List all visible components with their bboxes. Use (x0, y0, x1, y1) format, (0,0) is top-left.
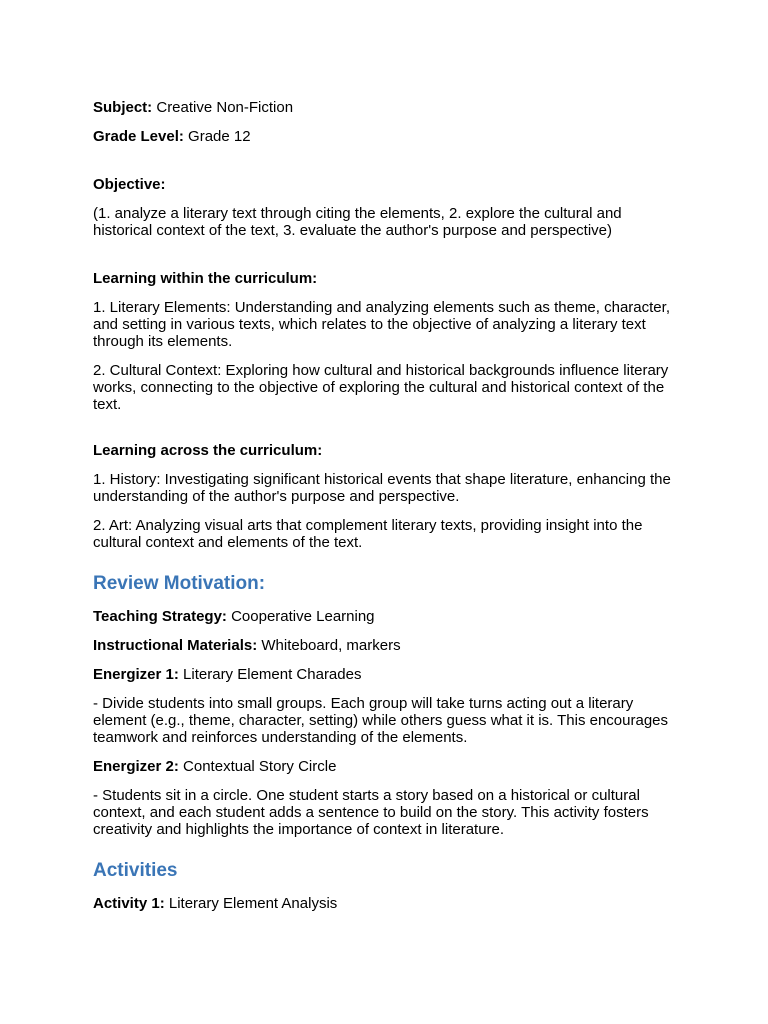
activity1-label: Activity 1: (93, 895, 165, 912)
materials-label: Instructional Materials: (93, 637, 258, 654)
within-item-2: 2. Cultural Context: Exploring how cultural and historical backgrounds influence literary works, connecting to the objective of exploring the cultural and historical context of the text. (93, 362, 669, 413)
objective-heading: Objective: (93, 176, 166, 193)
activity1-line (93, 895, 678, 912)
energizer2-label: Energizer 2: (93, 758, 179, 775)
document-content (93, 99, 678, 912)
activities-heading: Activities (93, 860, 178, 881)
energizer2-line (93, 758, 678, 775)
across-heading-text: Learning across the curriculum: (93, 442, 323, 459)
across-item-2: 2. Art: Analyzing visual arts that complement literary texts, providing insight into the cultural context and elements of the text. (93, 517, 643, 551)
grade-value: Grade 12 (183, 128, 251, 145)
energizer2-value: Contextual Story Circle (178, 758, 337, 775)
objective-text: (1. analyze a literary text through citing the elements, 2. explore the cultural and historical context of the text, 3. evaluate the author's purpose and perspective) (93, 205, 622, 239)
energizer1-desc: - Divide students into small groups. Each group will take turns acting out a literary element (e.g., theme, character, setting) while others guess what it is. This encourages teamwork and reinforces understanding of the elements. (93, 695, 669, 746)
within-item-1: 1. Literary Elements: Understanding and analyzing elements such as theme, character, and setting in various texts, which relates to the objective of analyzing a literary text through its elements. (93, 299, 670, 350)
energizer1-line (93, 666, 678, 683)
subject-label: Subject: (93, 99, 153, 116)
materials-value: Whiteboard, markers (257, 637, 401, 654)
energizer1-value: Literary Element Charades (178, 666, 362, 683)
activity1-value: Literary Element Analysis (164, 895, 338, 912)
energizer1-label: Energizer 1: (93, 666, 179, 683)
strategy-label: Teaching Strategy: (93, 608, 227, 625)
within-heading-text: Learning within the curriculum: (93, 270, 318, 287)
review-heading: Review Motivation: (93, 573, 266, 594)
grade-label: Grade Level: (93, 128, 184, 145)
energizer2-desc: - Students sit in a circle. One student starts a story based on a historical or cultural context, and each student adds a sentence to build on the story. This activity fosters creativity and highlights the importance of context in literature. (93, 787, 649, 838)
subject-value: Creative Non-Fiction (152, 99, 294, 116)
strategy-line (93, 608, 678, 625)
subject-line (93, 99, 678, 116)
materials-line (93, 637, 678, 654)
grade-line (93, 128, 678, 145)
across-item-1: 1. History: Investigating significant historical events that shape literature, enhancing the understanding of the author's purpose and perspective. (93, 471, 671, 505)
across-heading (93, 442, 678, 459)
strategy-value: Cooperative Learning (226, 608, 375, 625)
within-heading (93, 270, 678, 287)
